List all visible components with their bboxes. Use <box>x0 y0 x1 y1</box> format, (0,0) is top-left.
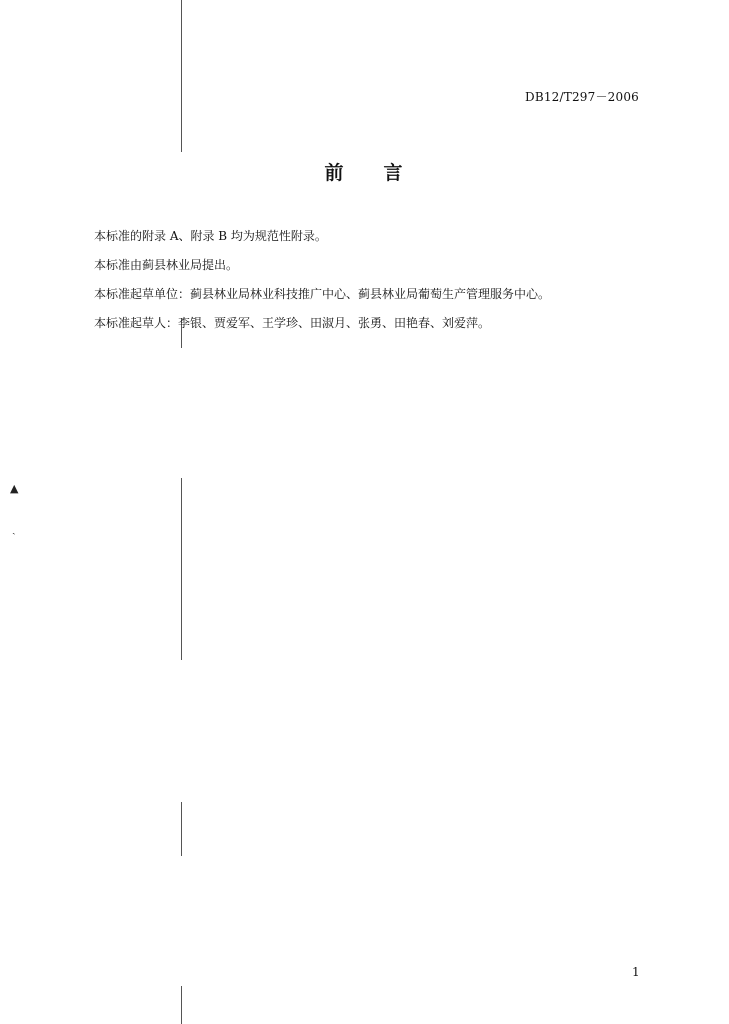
scan-line-artifact <box>181 478 182 660</box>
paragraph-proposer: 本标准由蓟县林业局提出。 <box>94 258 239 272</box>
margin-speck: ▲ <box>10 482 19 495</box>
title-part-1: 前 <box>324 162 346 184</box>
title-part-2: 言 <box>383 162 405 184</box>
document-code: DB12/T297－2006 <box>525 90 639 104</box>
scan-line-artifact <box>181 986 182 1024</box>
paragraph-appendix-note: 本标准的附录 A、附录 B 均为规范性附录。 <box>94 229 327 243</box>
scan-line-artifact <box>181 802 182 856</box>
paragraph-drafting-units: 本标准起草单位：蓟县林业局林业科技推广中心、蓟县林业局葡萄生产管理服务中心。 <box>94 287 551 301</box>
paragraph-drafters: 本标准起草人：李银、贾爱军、王学珍、田淑月、张勇、田艳春、刘爱萍。 <box>94 316 491 330</box>
page-number: 1 <box>632 965 640 979</box>
scan-line-artifact <box>181 0 182 152</box>
margin-speck: ˎ <box>12 522 16 535</box>
page-title <box>0 158 729 185</box>
